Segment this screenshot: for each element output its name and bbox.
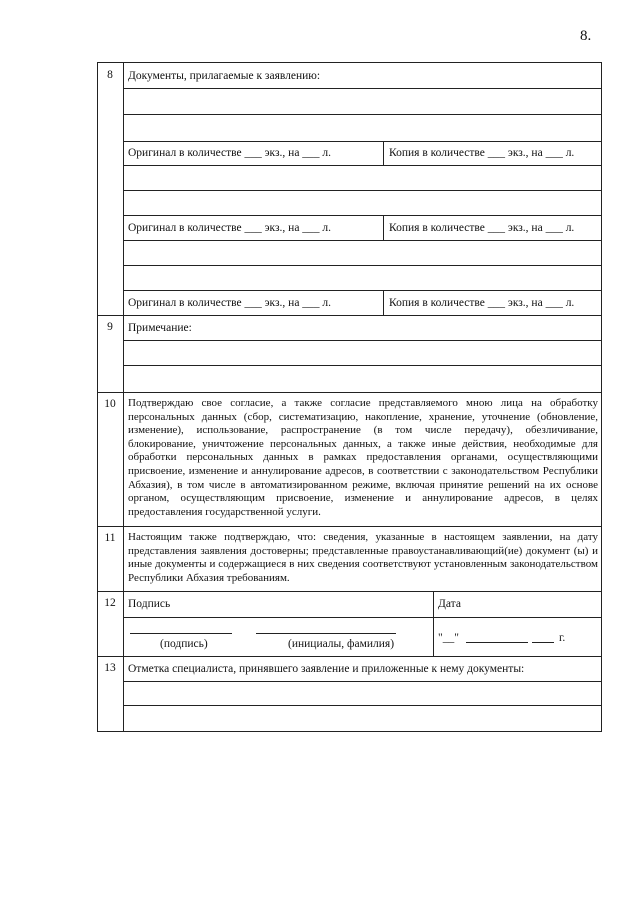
copy-count-field[interactable]: Копия в количестве ___ экз., на ___ л. [389,147,575,159]
s8-split [383,290,384,315]
copy-count-field[interactable]: Копия в количестве ___ экз., на ___ л. [389,297,575,309]
signature-caption: (подпись) [160,638,208,650]
s8-line [123,165,601,166]
section-number: 12 [104,597,116,609]
section-number: 9 [107,321,113,333]
s8-line [123,141,601,142]
section-number: 10 [104,398,116,410]
section-9-top-border [98,315,601,316]
s8-line [123,265,601,266]
date-quotes[interactable]: "__" [438,632,459,644]
number-column-divider [123,63,124,731]
s9-line [123,340,601,341]
date-year-line[interactable] [532,642,554,643]
s8-line [123,114,601,115]
date-label: Дата [438,598,461,610]
original-count-field[interactable]: Оригинал в количестве ___ экз., на ___ л. [128,222,332,234]
s8-line [123,290,601,291]
name-caption: (инициалы, фамилия) [288,638,395,650]
s8-split [383,215,384,240]
signature-line[interactable] [130,633,232,634]
section-13-title: Отметка специалиста, принявшего заявление и приложенные к нему документы: [128,663,525,675]
s9-line [123,365,601,366]
s8-line [123,190,601,191]
s13-line [123,705,601,706]
s8-split [383,141,384,165]
s13-line [123,681,601,682]
copy-count-field[interactable]: Копия в количестве ___ экз., на ___ л. [389,222,575,234]
s8-line [123,240,601,241]
s12-line [123,617,601,618]
section-8-title: Документы, прилагаемые к заявлению: [128,70,321,82]
section-number: 8 [107,69,113,81]
name-line[interactable] [256,633,396,634]
section-11-top-border [98,526,601,527]
page-number: 8. [580,28,592,44]
section-number: 11 [104,532,116,544]
section-9-title: Примечание: [128,322,192,334]
section-12-top-border [98,591,601,592]
signature-label: Подпись [128,598,171,610]
original-count-field[interactable]: Оригинал в количестве ___ экз., на ___ л. [128,147,332,159]
original-count-field[interactable]: Оригинал в количестве ___ экз., на ___ л. [128,297,332,309]
s12-split [433,591,434,656]
confirmation-paragraph: Настоящим также подтверждаю, что: сведения, указанные в настоящем заявлении, на дату представления заявления достоверны; представленные правоустанавливающий(ие) документ (ы) и иные документы и содержащиеся в них сведения соответствуют установленным законодательством Республики Абхазия требованиям. [128,531,598,584]
date-month-line[interactable] [466,642,528,643]
consent-paragraph: Подтверждаю свое согласие, а также согласие представляемого мною лица на обработку персональных данных (сбор, систематизацию, накопление, хранение, уточнение (обновление, изменение), использование, распространение (в том числе передачу), обезличивание, блокирование, уничтожение персональных данных, а также иные действия, необходимые для обработки персональных данных в рамках предоставления органами, осуществляющими присвоение, изменение и аннулирование адресов, в соответствии с законодательством Республики Абхазия), в том числе в автоматизированном режиме, включая принятие решений на их основе органом, осуществляющим присвоение, изменение и аннулирование адресов, в целях предоставления государственной услуги. [128,397,598,518]
section-13-top-border [98,656,601,657]
section-number: 13 [104,662,116,674]
s8-line [123,88,601,89]
s8-line [123,215,601,216]
year-suffix: г. [559,632,566,644]
section-10-top-border [98,392,601,393]
